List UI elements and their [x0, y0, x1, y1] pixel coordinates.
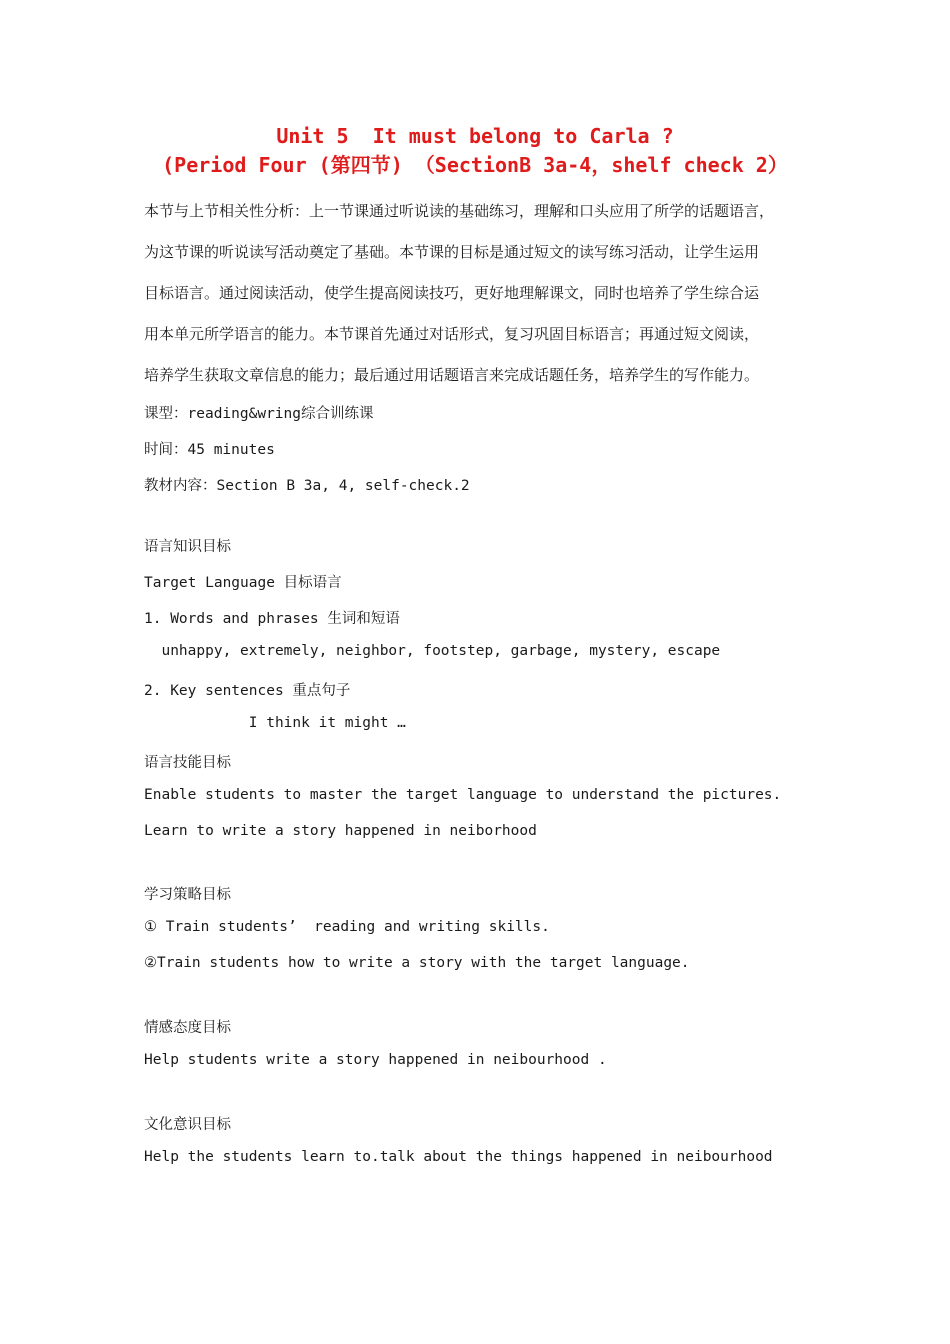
learning-strategy-heading: 学习策略目标: [144, 887, 231, 903]
target-language-label: Target Language 目标语言: [144, 575, 342, 591]
title-line-2: (Period Four (第四节) （SectionB 3a-4，shelf check 2）: [162, 153, 788, 177]
emotion-line-1: Help students write a story happened in neibourhood .: [144, 1052, 607, 1068]
words-heading: 1. Words and phrases 生词和短语: [144, 611, 400, 627]
key-sentence: I think it might …: [144, 715, 406, 731]
words-list: unhappy, extremely, neighbor, footstep, garbage, mystery, escape: [144, 643, 721, 659]
language-knowledge-heading: 语言知识目标: [144, 539, 231, 555]
analysis-line: 培养学生获取文章信息的能力；最后通过用话题语言来完成话题任务，培养学生的写作能力。: [144, 366, 760, 384]
culture-line-1: Help the students learn to.talk about the things happened in neibourhood: [144, 1149, 773, 1165]
culture-heading: 文化意识目标: [144, 1117, 231, 1133]
emotion-heading: 情感态度目标: [144, 1020, 231, 1036]
analysis-line: 本节与上节相关性分析：上一节课通过听说读的基础练习，理解和口头应用了所学的话题语言，: [144, 202, 775, 220]
language-skills-line-2: Learn to write a story happened in neiborhood: [144, 823, 537, 839]
analysis-line: 目标语言。通过阅读活动，使学生提高阅读技巧，更好地理解课文，同时也培养了学生综合运: [144, 284, 760, 302]
lesson-time: 时间：45 minutes: [144, 442, 275, 458]
language-skills-heading: 语言技能目标: [144, 755, 231, 771]
analysis-line: 为这节课的听说读写活动奠定了基础。本节课的目标是通过短文的读写练习活动，让学生运用: [144, 243, 760, 261]
lesson-content: 教材内容：Section B 3a, 4, self-check.2: [144, 478, 470, 494]
title-line-1: Unit 5 It must belong to Carla ?: [276, 124, 674, 148]
lesson-type: 课型：reading&wring综合训练课: [144, 406, 374, 422]
learning-strategy-item-1: ① Train students’ reading and writing skills.: [144, 919, 550, 935]
learning-strategy-item-2: ②Train students how to write a story with the target language.: [144, 955, 690, 971]
analysis-line: 用本单元所学语言的能力。本节课首先通过对话形式，复习巩固目标语言；再通过短文阅读，: [144, 325, 760, 343]
key-sentences-heading: 2. Key sentences 重点句子: [144, 683, 351, 699]
language-skills-line-1: Enable students to master the target language to understand the pictures.: [144, 787, 782, 803]
analysis-paragraph: [144, 191, 860, 396]
